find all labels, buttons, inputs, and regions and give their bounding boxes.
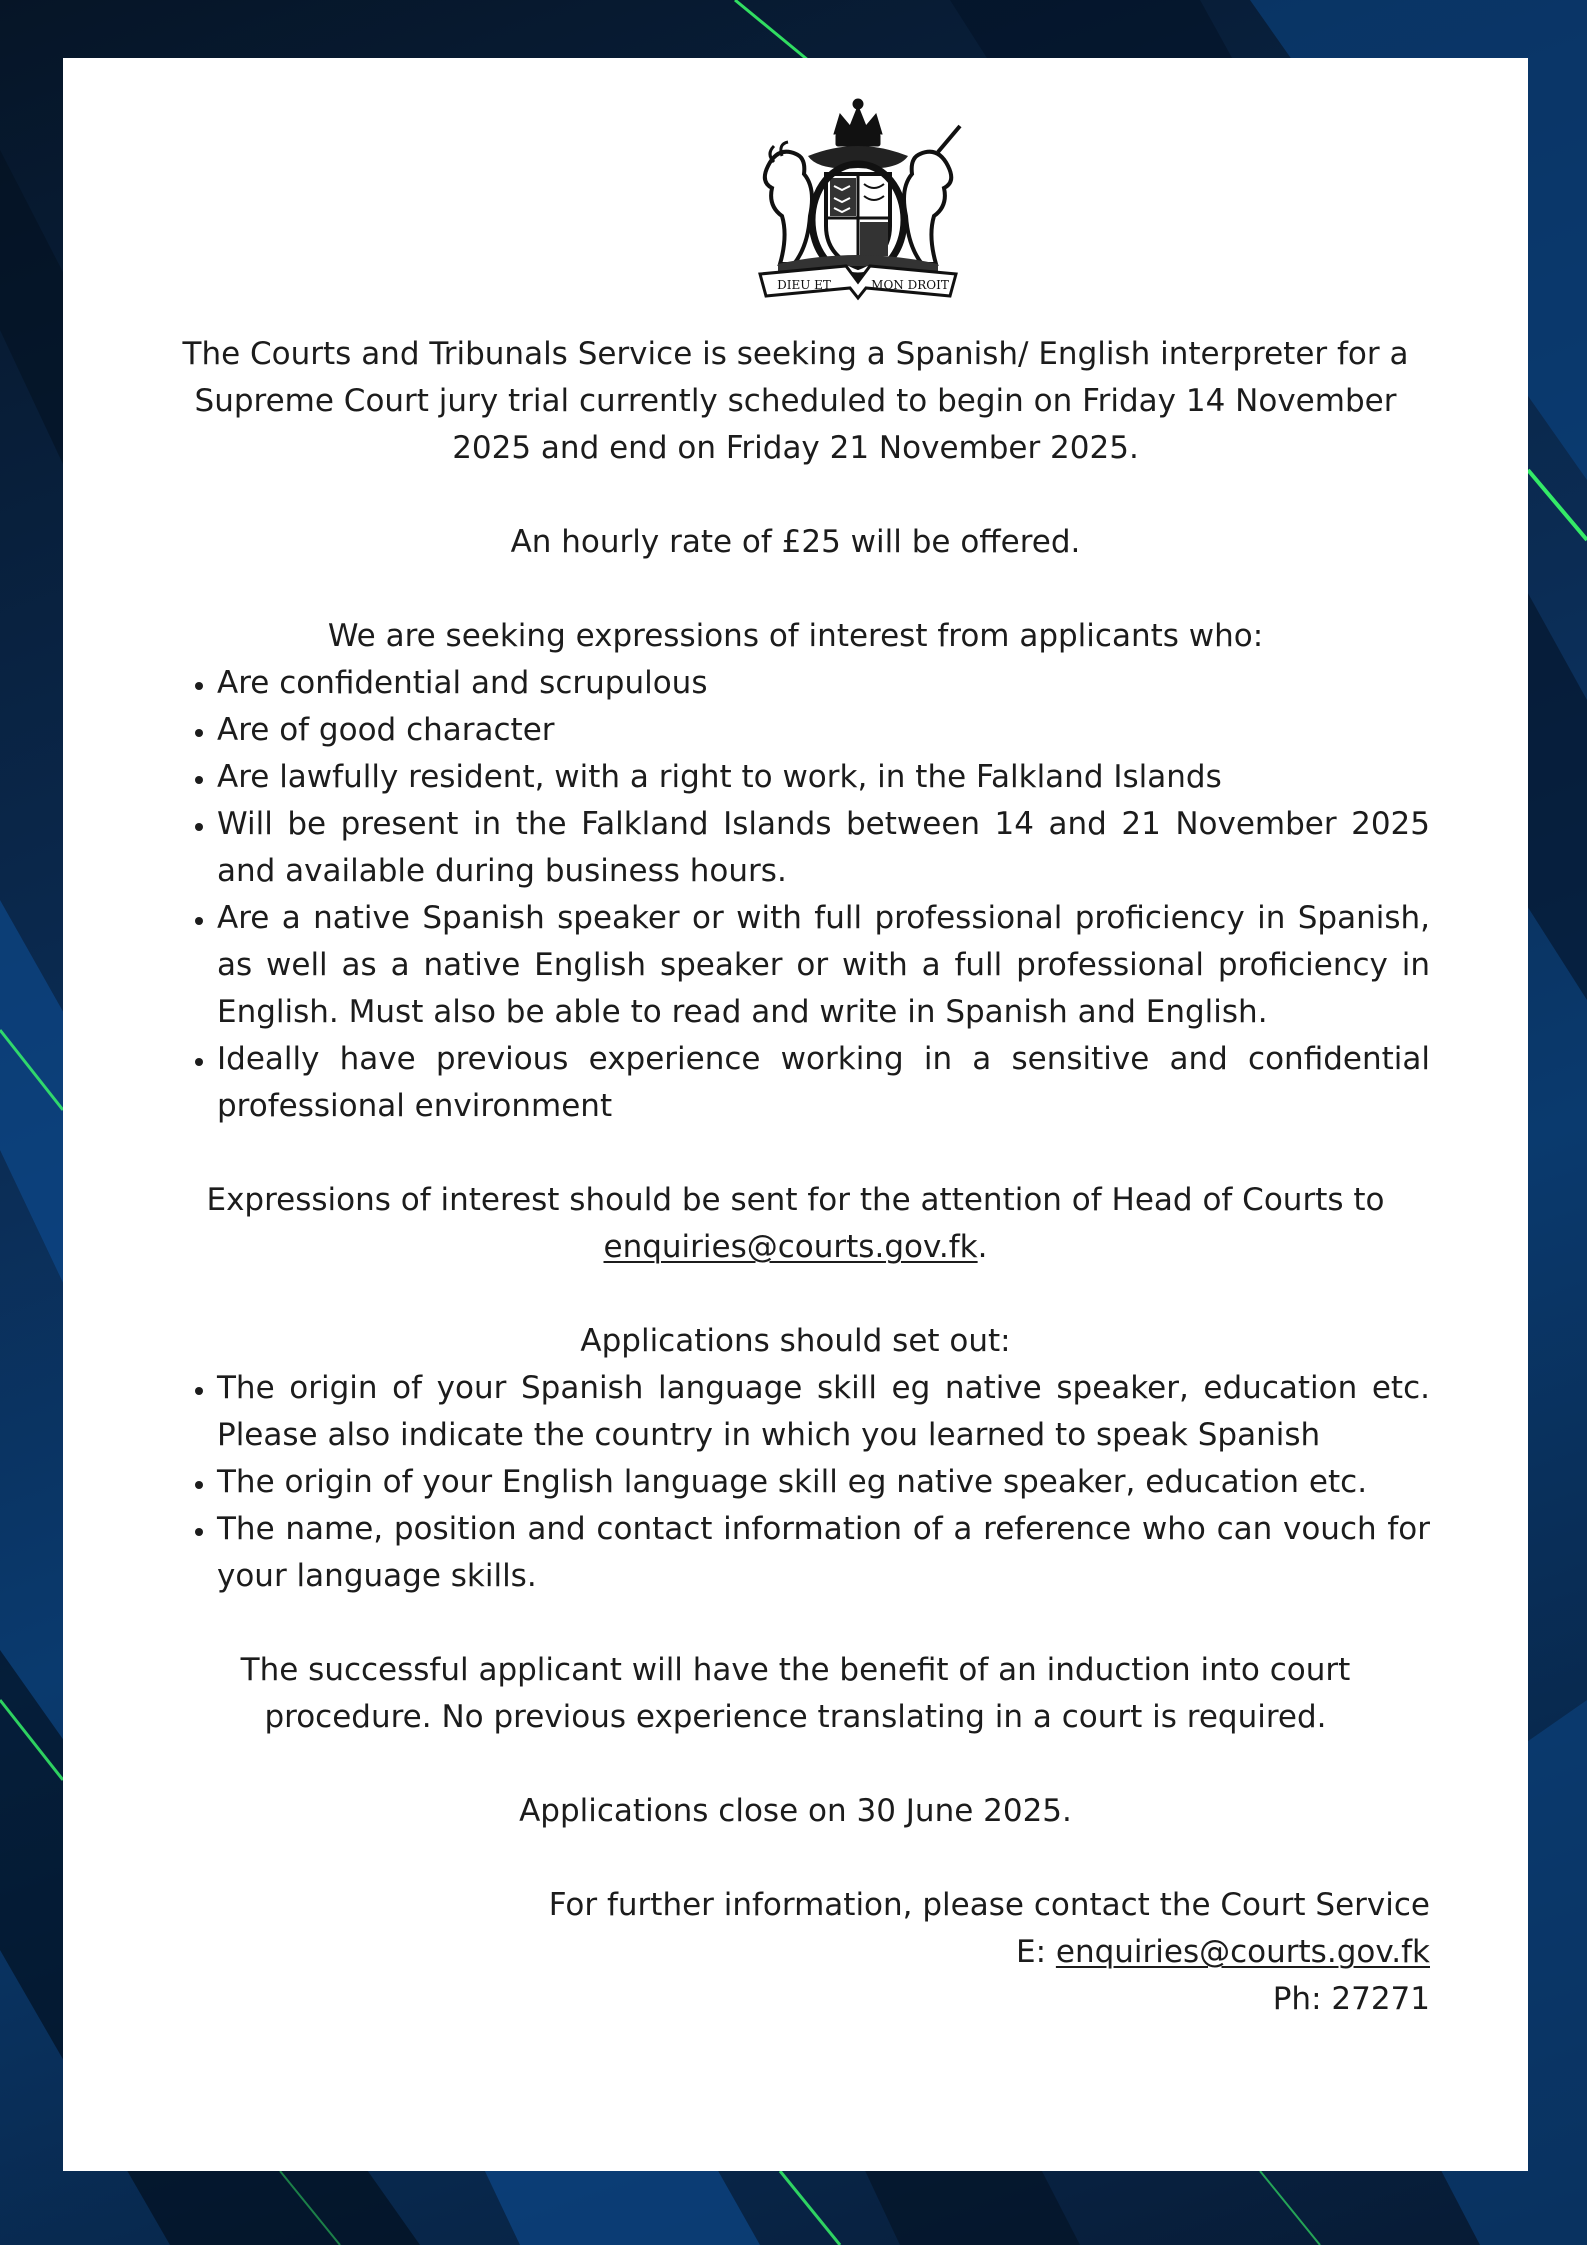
intro-paragraph: The Courts and Tribunals Service is seeking a Spanish/ English interpreter for a Supreme Court jury trial currently scheduled to begin on Friday 14 November 2025 and end on Friday 21 November 2025. bbox=[182, 336, 1409, 466]
contact-block bbox=[161, 1882, 1430, 2023]
eoi-email-link[interactable]: enquiries@courts.gov.fk bbox=[603, 1229, 978, 1265]
hourly-rate: An hourly rate of £25 will be offered. bbox=[510, 524, 1081, 560]
closing-date: Applications close on 30 June 2025. bbox=[519, 1793, 1072, 1829]
notice-content bbox=[161, 331, 1430, 2023]
royal-coat-of-arms-icon bbox=[738, 96, 978, 303]
induction-paragraph: The successful applicant will have the benefit of an induction into court procedure. No previous experience translating in a court is required. bbox=[240, 1652, 1351, 1735]
list-item: • Are of good character bbox=[217, 707, 1430, 754]
crest-motto-left: DIEU ET bbox=[777, 278, 831, 292]
list-item: • Will be present in the Falkland Islands between 14 and 21 November 2025 and available during business hours. bbox=[217, 801, 1430, 895]
list-item: • Are confidential and scrupulous bbox=[217, 660, 1430, 707]
list-item: • Are lawfully resident, with a right to work, in the Falkland Islands bbox=[217, 754, 1430, 801]
contact-email-line bbox=[161, 1929, 1430, 1976]
contact-phone: Ph: 27271 bbox=[1272, 1981, 1430, 2017]
applications-heading: Applications should set out: bbox=[580, 1323, 1011, 1359]
eoi-paragraph bbox=[161, 1177, 1430, 1271]
applications-list bbox=[161, 1365, 1430, 1600]
list-item: • Are a native Spanish speaker or with full professional proficiency in Spanish, as well as a native English speaker or with a full professional proficiency in English. Must also be able to read and write in Spanish and English. bbox=[217, 895, 1430, 1036]
eoi-text: Expressions of interest should be sent for the attention of Head of Courts to bbox=[206, 1182, 1385, 1218]
list-item: • The origin of your English language skill eg native speaker, education etc. bbox=[217, 1459, 1430, 1506]
contact-line: For further information, please contact the Court Service bbox=[548, 1887, 1430, 1923]
eoi-trailing: . bbox=[977, 1229, 988, 1265]
contact-email-prefix: E: bbox=[1016, 1934, 1056, 1970]
list-item: • Ideally have previous experience working in a sensitive and confidential professional environment bbox=[217, 1036, 1430, 1130]
criteria-list bbox=[161, 660, 1430, 1130]
crest-motto-right: MON DROIT bbox=[871, 278, 949, 292]
list-item: • The name, position and contact information of a reference who can vouch for your language skills. bbox=[217, 1506, 1430, 1600]
list-item: • The origin of your Spanish language skill eg native speaker, education etc. Please also indicate the country in which you learned to speak Spanish bbox=[217, 1365, 1430, 1459]
notice-card bbox=[63, 58, 1528, 2171]
contact-email-link[interactable]: enquiries@courts.gov.fk bbox=[1055, 1934, 1430, 1970]
seeking-heading: We are seeking expressions of interest from applicants who: bbox=[327, 618, 1264, 654]
